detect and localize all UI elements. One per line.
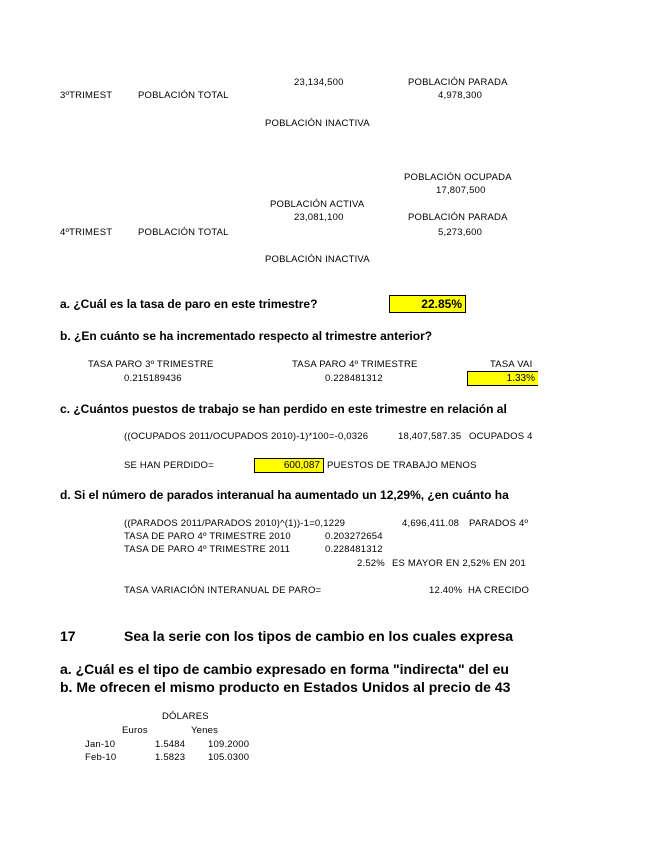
q4-parada-value: 5,273,600 xyxy=(438,227,483,238)
fx-row-yenes: 109.2000 xyxy=(208,739,250,750)
fx-row-yenes: 105.0300 xyxy=(208,752,250,763)
answer-b-cell[interactable]: 1.33% xyxy=(467,371,539,386)
question-b: b. ¿En cuánto se ha incrementado respecto al trimestre anterior? xyxy=(60,329,433,343)
q4-ocupada-label: POBLACIÓN OCUPADA xyxy=(404,172,512,183)
answer-a-cell[interactable]: 22.85% xyxy=(389,295,466,313)
qc-lost-tail: PUESTOS DE TRABAJO MENOS xyxy=(327,460,477,471)
question-d: d. Si el número de parados interanual ha aumentado un 12,29%, ¿en cuánto ha xyxy=(60,488,509,502)
qb-value-2: 0.228481312 xyxy=(325,373,383,384)
qd-tail: PARADOS 4º xyxy=(469,518,529,529)
qd-formula: ((PARADOS 2011/PARADOS 2010)^(1))-1=0,1229 xyxy=(124,518,346,529)
qd-var-value: 12.40% xyxy=(429,585,463,596)
qd-var-text: HA CRECIDO xyxy=(468,585,530,596)
exercise-17-a: a. ¿Cuál es el tipo de cambio expresado en forma "indirecta" del eu xyxy=(60,661,509,677)
q3-parada-label: POBLACIÓN PARADA xyxy=(408,77,508,88)
q3-total-label: POBLACIÓN TOTAL xyxy=(138,90,229,101)
q4-ocupada-value: 17,807,500 xyxy=(436,185,486,196)
q3-trimestre: 3ºTRIMEST xyxy=(60,90,113,101)
exercise-17-b: b. Me ofrecen el mismo producto en Estados Unidos al precio de 43 xyxy=(60,679,511,695)
qc-tail: OCUPADOS 4 xyxy=(469,431,533,442)
q3-inactiva-label: POBLACIÓN INACTIVA xyxy=(265,118,370,129)
q4-inactiva-label: POBLACIÓN INACTIVA xyxy=(265,254,370,265)
page-right-margin xyxy=(538,0,655,848)
qc-value: 18,407,587.35 xyxy=(398,431,462,442)
qd-row2-value: 0.228481312 xyxy=(325,544,383,555)
exercise-17-title: Sea la serie con los tipos de cambio en los cuales expresa xyxy=(124,628,514,644)
exercise-number: 17 xyxy=(60,628,76,644)
qd-diff-text: ES MAYOR EN 2,52% EN 201 xyxy=(392,558,526,569)
question-a: a. ¿Cuál es la tasa de paro en este trimestre? xyxy=(60,297,318,311)
qb-header-1: TASA PARO 3º TRIMESTRE xyxy=(88,359,214,370)
fx-row-euros: 1.5484 xyxy=(155,739,186,750)
q3-parada-value: 4,978,300 xyxy=(438,90,483,101)
fx-row-month: Jan-10 xyxy=(85,739,116,750)
q4-trimestre: 4ºTRIMEST xyxy=(60,227,113,238)
fx-col-yenes: Yenes xyxy=(191,725,219,736)
qd-var-label: TASA VARIACIÓN INTERANUAL DE PARO= xyxy=(124,585,322,596)
q3-total-value: 23,134,500 xyxy=(294,77,344,88)
fx-row-month: Feb-10 xyxy=(85,752,117,763)
qb-header-2: TASA PARO 4º TRIMESTRE xyxy=(292,359,418,370)
q4-activa-label: POBLACIÓN ACTIVA xyxy=(270,199,365,210)
qd-row1-value: 0.203272654 xyxy=(325,531,383,542)
qd-row1-label: TASA DE PARO 4º TRIMESTRE 2010 xyxy=(124,531,291,542)
q4-total-label: POBLACIÓN TOTAL xyxy=(138,227,229,238)
fx-row-euros: 1.5823 xyxy=(155,752,186,763)
fx-col-euros: Euros xyxy=(122,725,148,736)
q4-parada-label: POBLACIÓN PARADA xyxy=(408,212,508,223)
q4-activa-value: 23,081,100 xyxy=(294,212,344,223)
qd-row2-label: TASA DE PARO 4º TRIMESTRE 2011 xyxy=(124,544,291,555)
qc-lost-label: SE HAN PERDIDO= xyxy=(124,460,214,471)
fx-title: DÓLARES xyxy=(162,711,209,722)
qc-formula: ((OCUPADOS 2011/OCUPADOS 2010)-1)*100=-0,0326 xyxy=(124,431,369,442)
qb-value-1: 0.215189436 xyxy=(124,373,182,384)
answer-c-cell[interactable]: 600,087 xyxy=(254,458,324,473)
qd-diff-value: 2.52% xyxy=(357,558,385,569)
qb-header-3: TASA VAI xyxy=(490,359,533,370)
question-c: c. ¿Cuántos puestos de trabajo se han perdido en este trimestre en relación al xyxy=(60,402,507,416)
qd-value: 4,696,411.08 xyxy=(402,518,460,529)
